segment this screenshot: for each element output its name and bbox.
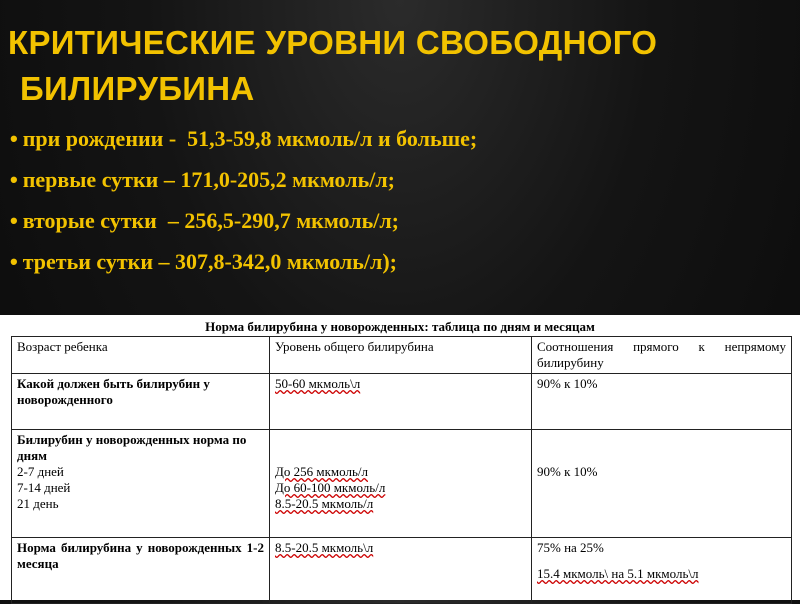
- slide-title-line2: БИЛИРУБИНА: [20, 70, 255, 107]
- slide-title-line1: КРИТИЧЕСКИЕ УРОВНИ СВОБОДНОГО: [8, 24, 658, 61]
- row1-level-text: 50-60 мкмоль\л: [275, 376, 361, 391]
- row2-age-line: 7-14 дней: [17, 480, 71, 495]
- bilirubin-norms-table: [11, 336, 792, 604]
- bullet-item: [10, 200, 477, 241]
- table-row: [12, 374, 792, 430]
- bullet-text: первые сутки – 171,0-205,2 мкмоль/л;: [22, 167, 395, 192]
- bullet-item: [10, 118, 477, 159]
- slide-title: [8, 20, 788, 112]
- row3-age: Норма билирубина у новорожденных 1-2 месяца: [12, 538, 270, 604]
- row2-age-line: 2-7 дней: [17, 464, 64, 479]
- header-level: Уровень общего билирубина: [270, 337, 532, 374]
- row2-age-title: Билирубин у новорожденных норма по дням: [17, 432, 247, 463]
- header-ratio: Соотношения прямого к непрямому билирубину: [532, 337, 792, 374]
- row2-ratio-text: 90% к 10%: [537, 464, 598, 479]
- header-age: Возраст ребенка: [12, 337, 270, 374]
- row2-age-line: 21 день: [17, 496, 59, 511]
- bullet-dot-icon: •: [10, 249, 18, 274]
- row3-level-text: 8.5-20.5 мкмоль\л: [275, 540, 374, 555]
- row2-level: [270, 430, 532, 538]
- bullet-item: [10, 159, 477, 200]
- row3-level: [270, 538, 532, 604]
- row2-ratio: [532, 430, 792, 538]
- bilirubin-table-image: [0, 315, 800, 600]
- row1-level: [270, 374, 532, 430]
- row2-level-line: 8.5-20.5 мкмоль/л: [275, 496, 374, 511]
- bullet-dot-icon: •: [10, 167, 18, 192]
- row3-ratio-line: 75% на 25%: [537, 540, 604, 555]
- bullet-item: [10, 241, 477, 282]
- bullet-dot-icon: •: [10, 126, 18, 151]
- row1-age: Какой должен быть билирубин у новорожденного: [12, 374, 270, 430]
- bullet-dot-icon: •: [10, 208, 18, 233]
- row3-ratio: [532, 538, 792, 604]
- table-caption: Норма билирубина у новорожденных: таблица по дням и месяцам: [205, 319, 595, 334]
- bullet-text: третьи сутки – 307,8-342,0 мкмоль/л);: [22, 249, 398, 274]
- table-row: [12, 538, 792, 604]
- row1-ratio: 90% к 10%: [532, 374, 792, 430]
- bullet-text: вторые сутки – 256,5-290,7 мкмоль/л;: [22, 208, 400, 233]
- table-row: [12, 430, 792, 538]
- table-header-row: [12, 337, 792, 374]
- row2-age: [12, 430, 270, 538]
- bullet-list: [10, 118, 477, 282]
- row2-level-line: До 60-100 мкмоль/л: [275, 480, 386, 495]
- row2-level-line: До 256 мкмоль/л: [275, 464, 368, 479]
- row3-ratio-line: 15.4 мкмоль\ на 5.1 мкмоль\л: [537, 566, 699, 581]
- bullet-text: при рождении - 51,3-59,8 мкмоль/л и больше;: [22, 126, 478, 151]
